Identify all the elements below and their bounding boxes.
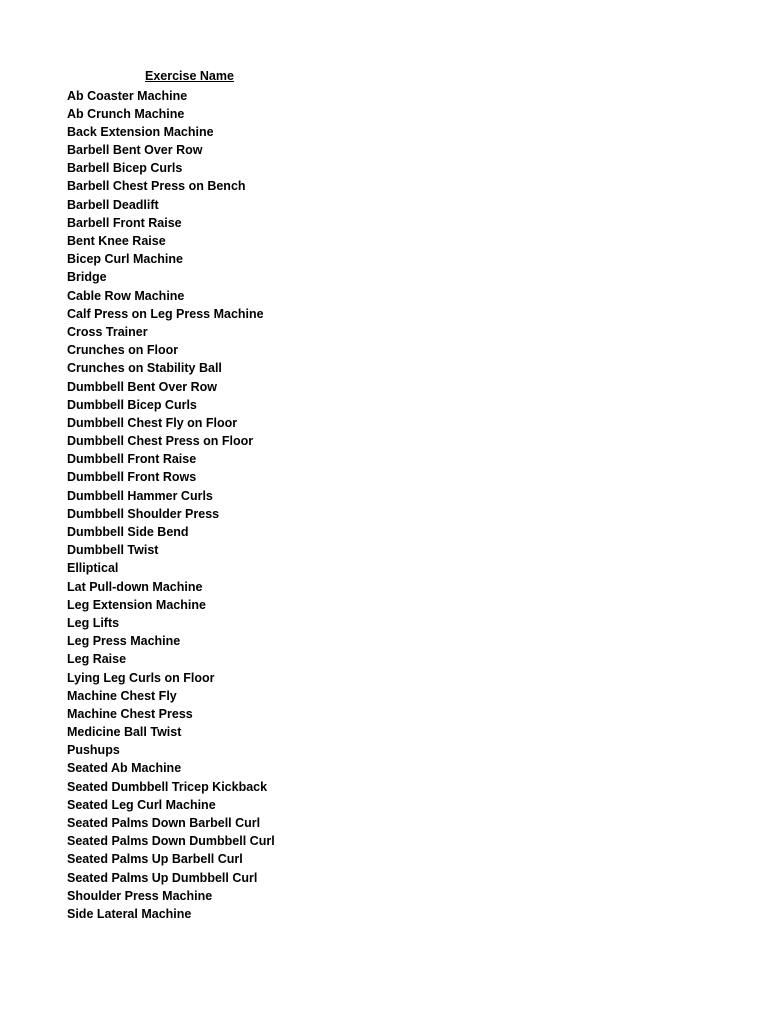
exercise-row: Lat Pull-down Machine bbox=[67, 579, 203, 594]
exercise-row: Dumbbell Side Bend bbox=[67, 525, 189, 539]
exercise-row: Barbell Chest Press on Bench bbox=[67, 179, 246, 194]
exercise-row: Bicep Curl Machine bbox=[67, 252, 183, 267]
exercise-row: Seated Palms Down Dumbbell Curl bbox=[67, 834, 275, 849]
exercise-row: Dumbbell Hammer Curls bbox=[67, 488, 213, 503]
exercise-row: Barbell Bicep Curls bbox=[67, 161, 183, 176]
exercise-row: Dumbbell Chest Fly on Floor bbox=[67, 415, 238, 430]
exercise-row: Leg Raise bbox=[67, 652, 127, 667]
exercise-row: Back Extension Machine bbox=[67, 124, 214, 139]
exercise-row: Side Lateral Machine bbox=[67, 906, 192, 921]
exercise-row: Dumbbell Shoulder Press bbox=[67, 506, 220, 521]
exercise-row: Machine Chest Press bbox=[67, 706, 193, 721]
exercise-row: Medicine Ball Twist bbox=[67, 725, 182, 740]
exercise-row: Ab Coaster Machine bbox=[67, 88, 188, 103]
exercise-row: Dumbbell Bent Over Row bbox=[67, 379, 218, 394]
exercise-row: Barbell Front Raise bbox=[67, 215, 182, 230]
exercise-row: Dumbbell Front Raise bbox=[67, 452, 197, 467]
exercise-row: Dumbbell Front Rows bbox=[67, 470, 197, 485]
exercise-row: Crunches on Stability Ball bbox=[67, 361, 222, 376]
exercise-row: Machine Chest Fly bbox=[67, 688, 177, 703]
exercise-row: Crunches on Floor bbox=[67, 343, 179, 358]
exercise-row: Cross Trainer bbox=[67, 324, 148, 339]
exercise-row: Shoulder Press Machine bbox=[67, 888, 213, 903]
exercise-row: Seated Palms Up Dumbbell Curl bbox=[67, 870, 258, 885]
exercise-row: Lying Leg Curls on Floor bbox=[67, 670, 215, 685]
exercise-row: Cable Row Machine bbox=[67, 288, 185, 303]
exercise-list bbox=[67, 87, 275, 924]
exercise-row: Barbell Deadlift bbox=[67, 197, 159, 212]
exercise-row: Pushups bbox=[67, 743, 120, 758]
exercise-row: Dumbbell Twist bbox=[67, 543, 159, 558]
exercise-row: Seated Leg Curl Machine bbox=[67, 797, 216, 812]
column-header: Exercise Name bbox=[145, 69, 234, 83]
exercise-row: Seated Dumbbell Tricep Kickback bbox=[67, 779, 268, 794]
exercise-row: Seated Ab Machine bbox=[67, 761, 182, 776]
exercise-row: Dumbbell Chest Press on Floor bbox=[67, 434, 254, 449]
exercise-row: Dumbbell Bicep Curls bbox=[67, 397, 197, 412]
exercise-row: Barbell Bent Over Row bbox=[67, 143, 203, 158]
exercise-row: Leg Extension Machine bbox=[67, 597, 206, 612]
exercise-row: Leg Press Machine bbox=[67, 634, 181, 649]
exercise-row: Calf Press on Leg Press Machine bbox=[67, 306, 264, 321]
exercise-row: Bent Knee Raise bbox=[67, 234, 166, 248]
exercise-row: Seated Palms Up Barbell Curl bbox=[67, 852, 243, 867]
exercise-row: Seated Palms Down Barbell Curl bbox=[67, 816, 261, 830]
exercise-row: Bridge bbox=[67, 270, 107, 285]
exercise-row: Ab Crunch Machine bbox=[67, 106, 185, 121]
exercise-row: Elliptical bbox=[67, 561, 119, 576]
exercise-row: Leg Lifts bbox=[67, 615, 120, 630]
